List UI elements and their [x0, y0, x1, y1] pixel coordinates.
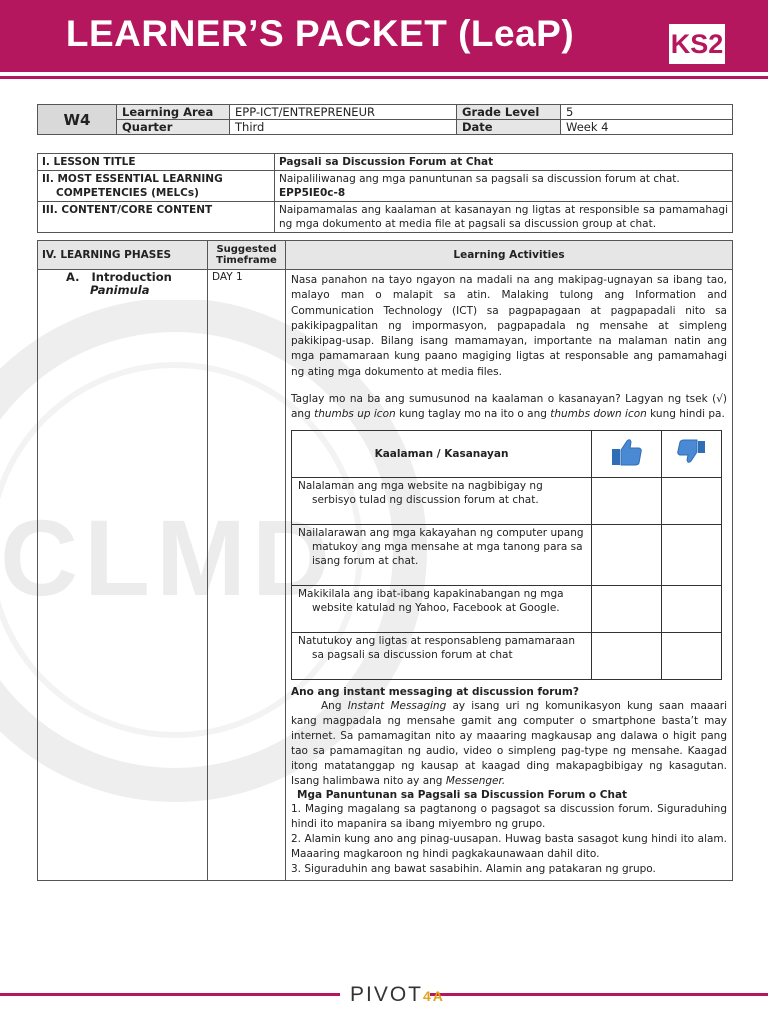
- banner-underline: [0, 76, 768, 79]
- content-label: III. CONTENT/CORE CONTENT: [38, 202, 275, 233]
- week-badge: W4: [38, 105, 117, 135]
- activities-cell: [286, 270, 733, 881]
- intro-paragraph: Nasa panahon na tayo ngayon na madali na ang makipag-ugnayan sa ibang tao, malayo man o malapit sa atin. Malaking tulong ang Information and Communication Technology (ICT) sa pagpapagaan at pagpapadali nito sa pakikipagpalitan ng impormasyon, pagpapadala ng mensahe at simpleng pakikipag-usap. Bilang isang mamamayan, importante na malaman natin ang mga pamamaraan kung paano magiging ligtas at responsable ang pamamahagi ng ating mga dokumento at media files.: [291, 274, 727, 378]
- melc-label-line2: COMPETENCIES (MELCs): [56, 187, 199, 199]
- skill-2-up-checkbox[interactable]: [592, 525, 662, 586]
- lesson-title-label: I. LESSON TITLE: [38, 154, 275, 171]
- skill-3-up-checkbox[interactable]: [592, 586, 662, 633]
- phase-letter: A.: [66, 270, 80, 284]
- thumbs-down-icon: [677, 439, 707, 465]
- pivot-logo-sub: 4A: [423, 988, 445, 1004]
- info-table: [37, 104, 733, 135]
- melc-text: Naipaliliwanag ang mga panuntunan sa pagsali sa discussion forum at chat.: [279, 173, 680, 185]
- rules-heading: Mga Panuntunan sa Pagsali sa Discussion Forum o Chat: [297, 789, 628, 802]
- skill-2-down-checkbox[interactable]: [662, 525, 722, 586]
- footer-line-left: [0, 993, 340, 996]
- skill-row-2: Nailalarawan ang mga kakayahan ng computer upang matukoy ang mga mensahe at mga tanong para sa isang forum at chat.: [292, 525, 592, 586]
- melc-label-line1: II. MOST ESSENTIAL LEARNING: [42, 173, 223, 185]
- phase-subtitle: Panimula: [90, 283, 150, 297]
- melc-value: [275, 171, 733, 202]
- im-text-1: Ang: [321, 700, 348, 713]
- thumbs-up-cell: [592, 431, 662, 478]
- thumbs-down-cell: [662, 431, 722, 478]
- lesson-core-table: [37, 153, 733, 233]
- rule-1: 1. Maging magalang sa pagtanong o pagsagot sa discussion forum. Siguraduhing hindi ito mapanira sa ibang miyembro ng grupo.: [291, 803, 727, 831]
- question-text-2: thumbs up icon: [314, 408, 396, 421]
- skill-3-down-checkbox[interactable]: [662, 586, 722, 633]
- grade-level-label: Grade Level: [457, 105, 561, 120]
- skill-row-4: Natutukoy ang ligtas at responsableng pamamaraan sa pagsali sa discussion forum at chat: [292, 633, 592, 680]
- col-learning-activities: Learning Activities: [286, 241, 733, 270]
- skill-row-1: Nalalaman ang mga website na nagbibigay ng serbisyo tulad ng discussion forum at chat.: [292, 478, 592, 525]
- thumbs-up-icon: [610, 437, 644, 467]
- ks-badge: KS2: [669, 24, 725, 64]
- content-value: Naipamamalas ang kaalaman at kasanayan ng ligtas at responsible sa pamamahagi ng mga dokumento at media file at pagsali sa discussion group at chat.: [275, 202, 733, 233]
- question-text-3: kung taglay mo na ito o ang: [395, 408, 551, 421]
- im-text-4: Messenger.: [445, 775, 506, 788]
- rule-2: 2. Alamin kung ano ang pinag-uusapan. Huwag basta sasagot kung hindi ito alam. Maaaring magkaroon ng hindi pagkakaunawaan dahil dito.: [291, 833, 727, 861]
- skill-1-up-checkbox[interactable]: [592, 478, 662, 525]
- grade-level-value: 5: [561, 105, 733, 120]
- skill-4-down-checkbox[interactable]: [662, 633, 722, 680]
- im-text-2: Instant Messaging: [347, 700, 447, 713]
- skills-header: Kaalaman / Kasanayan: [292, 431, 592, 478]
- question-paragraph: [291, 392, 727, 422]
- question-text-1: Taglay mo na ba ang sumusunod na kaalaman o kasanayan? Lagyan ng tsek (√) ang: [291, 393, 727, 421]
- phase-cell: [38, 270, 208, 881]
- phase-name: Introduction: [91, 270, 172, 284]
- learning-area-value: EPP-ICT/ENTREPRENEUR: [230, 105, 457, 120]
- melc-code: EPP5IE0c-8: [279, 187, 346, 199]
- question-text-4: thumbs down icon: [550, 408, 647, 421]
- watermark-text: CLMD: [0, 497, 336, 618]
- quarter-label: Quarter: [117, 120, 230, 135]
- pivot-logo-main: PIVOT: [350, 983, 424, 1006]
- pivot-logo: [350, 980, 445, 1010]
- rule-3: 3. Siguraduhin ang bawat sasabihin. Alamin ang patakaran ng grupo.: [291, 863, 656, 876]
- learning-area-label: Learning Area: [117, 105, 230, 120]
- im-text-3: ay isang uri ng komunikasyon kung saan maaari kang magpadala ng mensahe gamit ang computer o smartphone basta’t may internet. Sa pamamagitan nito ay maaaring magkausap ang dalawa o higit pang tao sa pamamagitan ng audio, video o simpleng pag-type ng mensahe. Kaagad itong matatanggap ng kausap at kaagad ding makapagbibigay ng kasagutan. Isang halimbawa nito ay ang: [291, 700, 727, 788]
- date-value: Week 4: [561, 120, 733, 135]
- date-label: Date: [457, 120, 561, 135]
- skill-1-down-checkbox[interactable]: [662, 478, 722, 525]
- footer-line-right: [430, 993, 768, 996]
- quarter-value: Third: [230, 120, 457, 135]
- skill-row-3: Makikilala ang ibat-ibang kapakinabangan ng mga website katulad ng Yahoo, Facebook at Google.: [292, 586, 592, 633]
- skill-4-up-checkbox[interactable]: [592, 633, 662, 680]
- col-learning-phases: IV. LEARNING PHASES: [38, 241, 208, 270]
- im-heading: Ano ang instant messaging at discussion forum?: [291, 686, 579, 699]
- question-text-5: kung hindi pa.: [646, 408, 725, 421]
- lesson-title-value: Pagsali sa Discussion Forum at Chat: [275, 154, 733, 171]
- day-label: DAY 1: [208, 270, 286, 881]
- learning-phases-table: [37, 240, 733, 881]
- skills-checklist-table: [291, 430, 722, 680]
- packet-title: LEARNER’S PACKET (LeaP): [65, 13, 575, 54]
- im-paragraph: [291, 699, 727, 789]
- col-timeframe: Suggested Timeframe: [208, 241, 286, 270]
- melc-label: [38, 171, 275, 202]
- header-banner: [0, 0, 768, 72]
